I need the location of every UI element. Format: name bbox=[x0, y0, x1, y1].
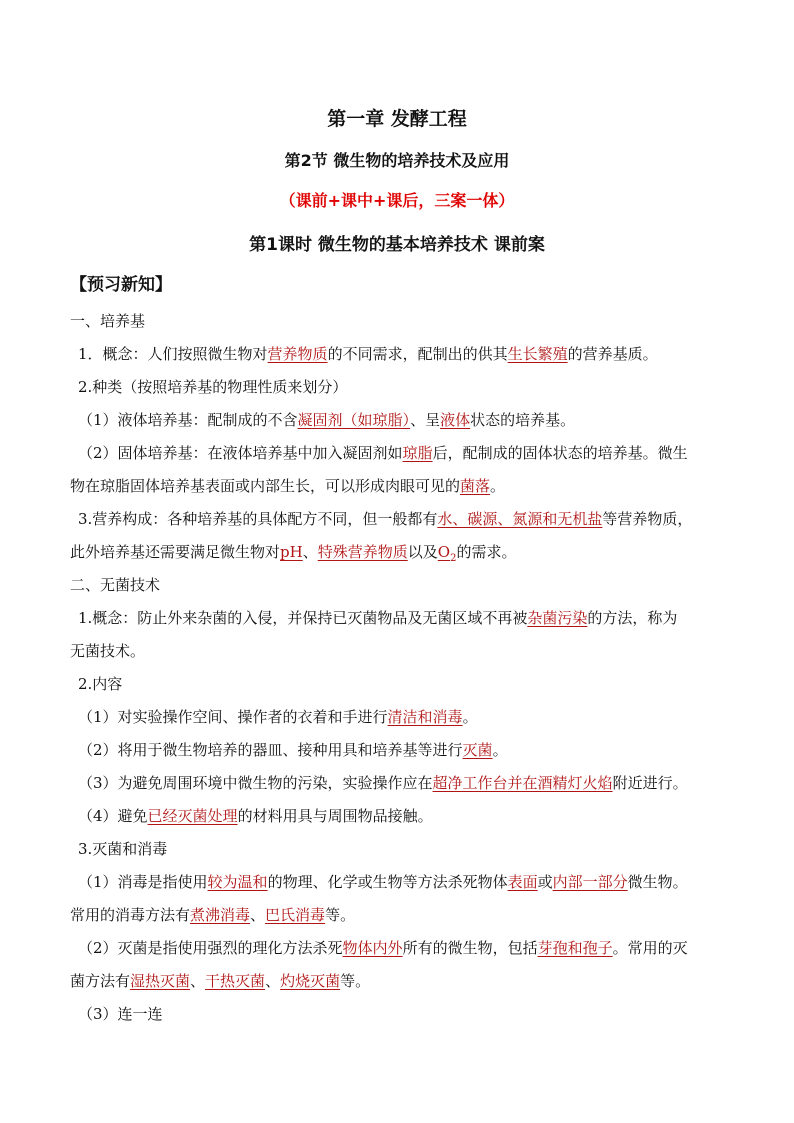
answer-blank: 清洁和消毒 bbox=[387, 708, 463, 726]
text-segment: 。 bbox=[490, 477, 506, 495]
text-segment: 1.概念：防止外来杂菌的入侵，并保持已灭菌物品及无菌区域不再被 bbox=[78, 609, 528, 627]
text-segment: 的方法，称为 bbox=[587, 609, 678, 627]
text-segment: 的材料用具与周围物品接触。 bbox=[237, 807, 433, 825]
answer-blank: 水、碳源、氮源和无机盐 bbox=[437, 510, 603, 528]
answer-blank: 煮沸消毒 bbox=[190, 906, 251, 924]
answer-blank: 特殊营养物质 bbox=[317, 543, 408, 561]
answer-blank: 巴氏消毒 bbox=[265, 906, 326, 924]
text-segment: 2.种类（按照培养基的物理性质来划分） bbox=[78, 378, 348, 396]
text-segment: 附近进行。 bbox=[612, 774, 688, 792]
text-line bbox=[78, 871, 688, 893]
text-segment: （2）将用于微生物培养的器皿、接种用具和培养基等进行 bbox=[78, 741, 463, 759]
subscript: 2 bbox=[450, 553, 457, 564]
text-segment: 常用的消毒方法有 bbox=[70, 906, 191, 924]
text-line bbox=[78, 508, 692, 530]
text-segment: 3.营养构成：各种培养基的具体配方不同，但一般都有 bbox=[78, 510, 438, 528]
text-segment: 状态的培养基。 bbox=[470, 411, 576, 429]
text-segment: 无菌技术。 bbox=[70, 642, 146, 660]
text-segment: 、 bbox=[265, 972, 281, 990]
text-line bbox=[78, 739, 508, 761]
answer-blank: 干热灭菌 bbox=[205, 972, 266, 990]
answer-blank: 液体 bbox=[440, 411, 471, 429]
text-segment: 、呈 bbox=[410, 411, 441, 429]
text-segment: （2）固体培养基：在液体培养基中加入凝固剂如 bbox=[78, 444, 403, 462]
text-line bbox=[78, 376, 347, 398]
answer-blank: 琼脂 bbox=[402, 444, 433, 462]
text-segment: （1）液体培养基：配制成的不含 bbox=[78, 411, 298, 429]
answer-blank: pH bbox=[280, 543, 303, 561]
answer-blank: 菌落 bbox=[460, 477, 491, 495]
text-segment: （1）对实验操作空间、操作者的衣着和手进行 bbox=[78, 708, 388, 726]
answer-blank: 湿热灭菌 bbox=[130, 972, 191, 990]
text-segment: 以及 bbox=[407, 543, 438, 561]
text-segment: 后，配制成的固体状态的培养基。微生 bbox=[432, 444, 688, 462]
answer-blank: 营养物质 bbox=[267, 345, 328, 363]
text-segment: 二、无菌技术 bbox=[70, 576, 161, 594]
text-segment: 3.灭菌和消毒 bbox=[78, 840, 168, 858]
text-segment: 等营养物质， bbox=[602, 510, 693, 528]
answer-blank: 物体内外 bbox=[342, 939, 403, 957]
text-line bbox=[78, 409, 575, 431]
answer-blank: 杂菌污染 bbox=[527, 609, 588, 627]
text-line bbox=[70, 970, 370, 992]
chapter-title: 第一章 发酵工程 bbox=[327, 108, 467, 130]
text-segment: 或 bbox=[537, 873, 553, 891]
text-line bbox=[78, 607, 677, 629]
text-segment: 此外培养基还需要满足微生物对 bbox=[70, 543, 281, 561]
text-segment: 所有的微生物，包括 bbox=[402, 939, 538, 957]
section-title: 第2节 微生物的培养技术及应用 bbox=[284, 151, 510, 170]
text-line bbox=[78, 1003, 163, 1025]
text-segment: （2）灭菌是指使用强烈的理化方法杀死 bbox=[78, 939, 343, 957]
answer-blank: 较为温和 bbox=[207, 873, 268, 891]
text-segment: （1）消毒是指使用 bbox=[78, 873, 208, 891]
text-segment: 。 bbox=[462, 708, 478, 726]
answer-blank: 超净工作台并在酒精灯火焰 bbox=[432, 774, 613, 792]
answer-blank: $O_2$ bbox=[437, 543, 457, 564]
text-line bbox=[78, 805, 433, 827]
text-segment: 的需求。 bbox=[456, 543, 517, 561]
text-segment: 2.内容 bbox=[78, 675, 123, 693]
text-line bbox=[70, 310, 145, 332]
text-segment: 一、培养基 bbox=[70, 312, 146, 330]
text-line bbox=[70, 640, 145, 662]
text-segment: 等。 bbox=[325, 906, 356, 924]
text-segment: 的物理、化学或生物等方法杀死物体 bbox=[267, 873, 508, 891]
text-line bbox=[70, 904, 355, 926]
text-segment: 。常用的灭 bbox=[612, 939, 688, 957]
text-segment: 菌方法有 bbox=[70, 972, 131, 990]
text-line bbox=[70, 475, 505, 497]
text-segment: 1．概念：人们按照微生物对 bbox=[78, 345, 268, 363]
text-segment: 物在琼脂固体培养基表面或内部生长，可以形成肉眼可见的 bbox=[70, 477, 461, 495]
answer-blank: 灭菌 bbox=[462, 741, 493, 759]
text-line bbox=[70, 574, 160, 596]
text-segment: 微生物。 bbox=[627, 873, 688, 891]
text-line bbox=[78, 673, 122, 695]
text-line bbox=[70, 541, 516, 570]
text-line bbox=[78, 937, 688, 959]
text-segment: 、 bbox=[250, 906, 266, 924]
text-segment: （4）避免 bbox=[78, 807, 148, 825]
preview-heading: 【预习新知】 bbox=[70, 275, 172, 295]
text-segment: 。 bbox=[492, 741, 508, 759]
text-line bbox=[78, 442, 688, 464]
text-line bbox=[78, 343, 658, 365]
text-line bbox=[78, 838, 167, 860]
answer-blank: 芽孢和孢子 bbox=[537, 939, 613, 957]
text-segment: （3）连一连 bbox=[78, 1005, 163, 1023]
text-segment: （3）为避免周围环境中微生物的污染，实验操作应在 bbox=[78, 774, 433, 792]
answer-blank: 已经灭菌处理 bbox=[147, 807, 238, 825]
text-segment: 的不同需求，配制出的供其 bbox=[327, 345, 508, 363]
text-line bbox=[78, 772, 688, 794]
text-segment: 、 bbox=[190, 972, 206, 990]
answer-blank: 灼烧灭菌 bbox=[280, 972, 341, 990]
answer-blank: 表面 bbox=[507, 873, 538, 891]
text-segment: 等。 bbox=[340, 972, 371, 990]
answer-blank: 生长繁殖 bbox=[507, 345, 568, 363]
answer-blank: 内部一部分 bbox=[552, 873, 628, 891]
lesson-title: 第1课时 微生物的基本培养技术 课前案 bbox=[249, 235, 545, 255]
answer-blank: 凝固剂（如琼脂） bbox=[297, 411, 411, 429]
text-segment: 的营养基质。 bbox=[567, 345, 658, 363]
text-line bbox=[78, 706, 478, 728]
subtitle: （课前+课中+课后，三案一体） bbox=[279, 191, 515, 210]
text-segment: 、 bbox=[302, 543, 318, 561]
